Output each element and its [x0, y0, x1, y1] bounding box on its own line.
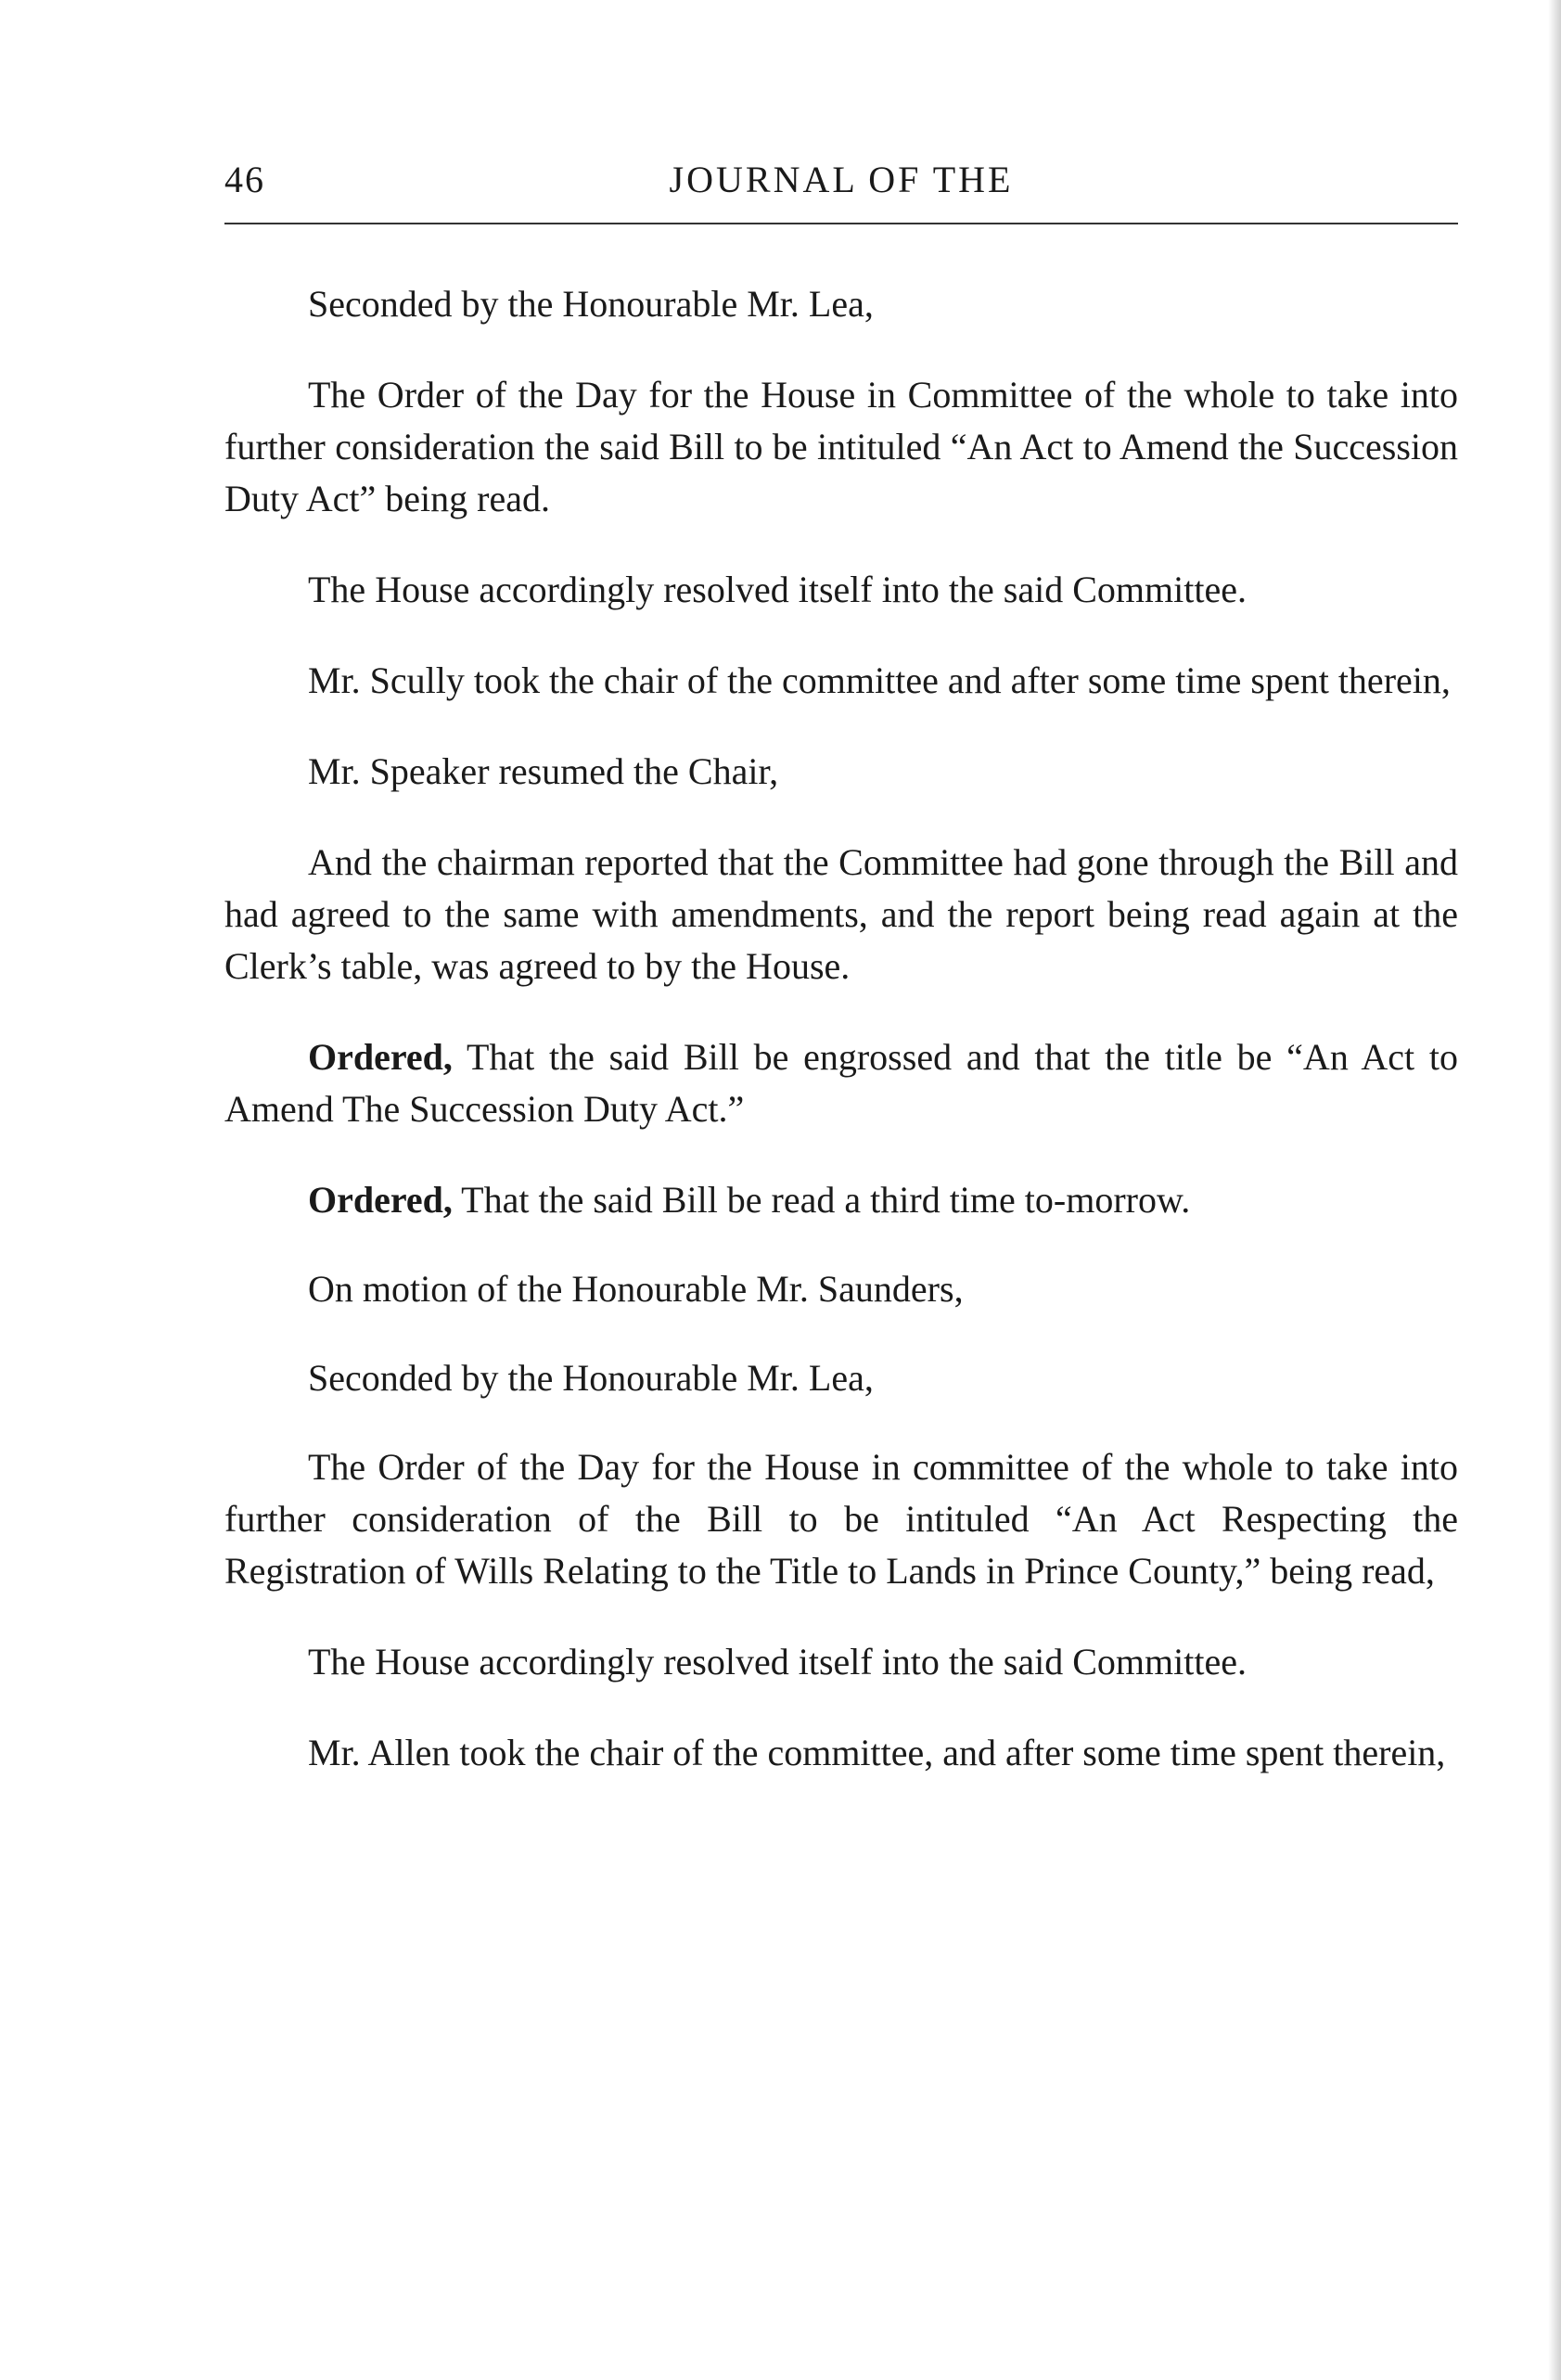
running-head	[224, 158, 1458, 213]
paragraph-speaker-resumed: Mr. Speaker resumed the Chair,	[308, 750, 779, 792]
page-number: 46	[224, 159, 265, 200]
paragraph-chairman-reported: And the chairman reported that the Committee had gone through the Bill and had agreed to the same with amendments, and the report being read again at the Clerk’s table, was agreed to by the House.	[224, 841, 1458, 987]
header-rule	[224, 223, 1458, 224]
body-text	[224, 278, 1458, 1818]
paragraph-seconded: Seconded by the Honourable Mr. Lea,	[308, 283, 874, 325]
paragraph-house-resolved-2: The House accordingly resolved itself into the said Committee.	[308, 1641, 1247, 1683]
page-edge-shadow	[1548, 0, 1561, 2380]
paragraph-order-of-day: The Order of the Day for the House in Committee of the whole to take into further consideration the said Bill to be intituled “An Act to Amend the Succession Duty Act” being read.	[224, 374, 1458, 519]
paragraph-allen-chair: Mr. Allen took the chair of the committee, and after some time spent therein,	[308, 1732, 1446, 1773]
paragraph-order-of-day-wills: The Order of the Day for the House in committee of the whole to take into further consideration of the Bill to be intituled “An Act Respecting the Registration of Wills Relating to the Title to Lands in Prince County,” being read,	[224, 1446, 1458, 1592]
ordered-label: Ordered,	[308, 1036, 453, 1078]
journal-title: JOURNAL OF THE	[669, 159, 1014, 200]
paragraph-scully-chair: Mr. Scully took the chair of the committee and after some time spent therein,	[308, 659, 1451, 701]
paragraph-motion-saunders: On motion of the Honourable Mr. Saunders,	[308, 1268, 964, 1310]
paragraph-ordered-third-reading: Ordered, That the said Bill be read a third time to-morrow.	[308, 1179, 1191, 1221]
paragraph-house-resolved: The House accordingly resolved itself into the said Committee.	[308, 569, 1247, 610]
paragraph-seconded-lea: Seconded by the Honourable Mr. Lea,	[308, 1357, 874, 1399]
paragraph-ordered-engrossed: Ordered, That the said Bill be engrossed and that the title be “An Act to Amend The Succession Duty Act.”	[224, 1036, 1458, 1130]
ordered-label: Ordered,	[308, 1179, 453, 1221]
